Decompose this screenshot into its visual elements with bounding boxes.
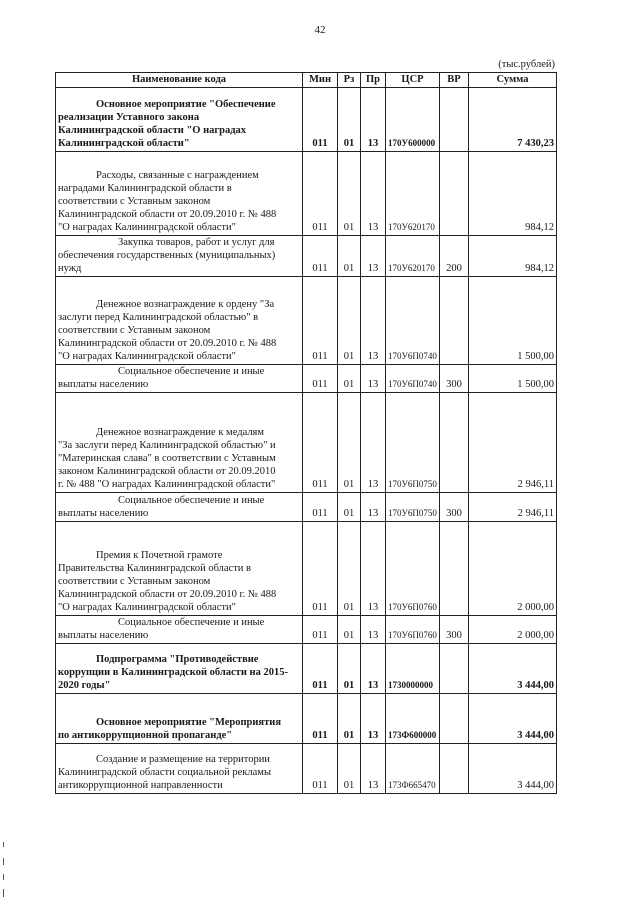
row-csr: 170У6П0750 bbox=[386, 493, 440, 522]
row-sum: 984,12 bbox=[469, 152, 557, 236]
table-row bbox=[56, 88, 557, 152]
scan-mark bbox=[3, 874, 4, 880]
page-number: 42 bbox=[314, 24, 326, 36]
row-vr bbox=[440, 694, 469, 744]
row-rz: 01 bbox=[338, 493, 361, 522]
row-name: Премия к Почетной грамоте Правительства Калининградской области в соответствии с Уставным законом Калининградской области от 20.09.2010 г. № 488 "О наградах Калининградской области" bbox=[56, 522, 303, 616]
row-min: 011 bbox=[303, 493, 338, 522]
row-rz: 01 bbox=[338, 277, 361, 365]
row-csr: 170У600000 bbox=[386, 88, 440, 152]
table-row bbox=[56, 522, 557, 616]
row-vr bbox=[440, 277, 469, 365]
row-pr: 13 bbox=[361, 365, 386, 393]
row-sum: 2 000,00 bbox=[469, 522, 557, 616]
row-pr: 13 bbox=[361, 744, 386, 794]
row-name: Основное мероприятие "Обеспечение реализации Уставного закона Калининградской области "О наградах Калининградской области" bbox=[56, 88, 303, 152]
row-min: 011 bbox=[303, 744, 338, 794]
row-vr: 200 bbox=[440, 236, 469, 277]
row-sum: 1 500,00 bbox=[469, 365, 557, 393]
row-name: Подпрограмма "Противодействие коррупции в Калининградской области на 2015- 2020 годы" bbox=[56, 644, 303, 694]
row-pr: 13 bbox=[361, 393, 386, 493]
row-vr: 300 bbox=[440, 616, 469, 644]
row-csr: 170У6П0760 bbox=[386, 522, 440, 616]
row-sum: 984,12 bbox=[469, 236, 557, 277]
row-vr bbox=[440, 522, 469, 616]
header-min: Мин bbox=[303, 73, 338, 88]
row-rz: 01 bbox=[338, 88, 361, 152]
row-vr bbox=[440, 744, 469, 794]
row-min: 011 bbox=[303, 277, 338, 365]
row-csr: 173Ф600000 bbox=[386, 694, 440, 744]
row-csr: 170У6П0750 bbox=[386, 393, 440, 493]
row-sum: 2 000,00 bbox=[469, 616, 557, 644]
row-name: Социальное обеспечение и иные выплаты населению bbox=[56, 365, 303, 393]
row-csr: 170У6П0740 bbox=[386, 277, 440, 365]
row-min: 011 bbox=[303, 152, 338, 236]
row-vr: 300 bbox=[440, 493, 469, 522]
table-row bbox=[56, 152, 557, 236]
row-csr: 1730000000 bbox=[386, 644, 440, 694]
row-name: Социальное обеспечение и иные выплаты населению bbox=[56, 493, 303, 522]
row-vr bbox=[440, 152, 469, 236]
scan-mark bbox=[3, 858, 4, 865]
row-pr: 13 bbox=[361, 644, 386, 694]
row-sum: 1 500,00 bbox=[469, 277, 557, 365]
row-sum: 2 946,11 bbox=[469, 493, 557, 522]
table-row bbox=[56, 393, 557, 493]
row-rz: 01 bbox=[338, 236, 361, 277]
row-name: Социальное обеспечение и иные выплаты населению bbox=[56, 616, 303, 644]
table-row bbox=[56, 694, 557, 744]
row-pr: 13 bbox=[361, 236, 386, 277]
row-rz: 01 bbox=[338, 522, 361, 616]
row-name: Закупка товаров, работ и услуг для обеспечения государственных (муниципальных) нужд bbox=[56, 236, 303, 277]
row-pr: 13 bbox=[361, 152, 386, 236]
row-name: Денежное вознаграждение к медалям "За заслуги перед Калининградской областью" и "Материнская слава" в соответствии с Уставным законом Калининградской области от 20.09.2010 г. № 488 "О наградах Калининградской области" bbox=[56, 393, 303, 493]
header-sum: Сумма bbox=[469, 73, 557, 88]
row-csr: 170У6П0760 bbox=[386, 616, 440, 644]
row-rz: 01 bbox=[338, 152, 361, 236]
header-csr: ЦСР bbox=[386, 73, 440, 88]
header-name: Наименование кода bbox=[56, 73, 303, 88]
row-vr bbox=[440, 88, 469, 152]
row-rz: 01 bbox=[338, 393, 361, 493]
row-vr: 300 bbox=[440, 365, 469, 393]
row-rz: 01 bbox=[338, 744, 361, 794]
row-name: Денежное вознаграждение к ордену "За заслуги перед Калининградской областью" в соответствии с Уставным законом Калининградской области от 20.09.2010 г. № 488 "О наградах Калининградской области" bbox=[56, 277, 303, 365]
table-row bbox=[56, 744, 557, 794]
row-sum: 3 444,00 bbox=[469, 694, 557, 744]
row-rz: 01 bbox=[338, 694, 361, 744]
row-min: 011 bbox=[303, 522, 338, 616]
row-rz: 01 bbox=[338, 616, 361, 644]
table-row bbox=[56, 644, 557, 694]
row-vr bbox=[440, 644, 469, 694]
table-row bbox=[56, 236, 557, 277]
row-min: 011 bbox=[303, 694, 338, 744]
row-pr: 13 bbox=[361, 493, 386, 522]
header-rz: Рз bbox=[338, 73, 361, 88]
row-rz: 01 bbox=[338, 644, 361, 694]
budget-table bbox=[55, 72, 557, 794]
row-min: 011 bbox=[303, 236, 338, 277]
row-pr: 13 bbox=[361, 88, 386, 152]
row-csr: 170У620170 bbox=[386, 152, 440, 236]
scan-mark bbox=[3, 889, 4, 897]
table-row bbox=[56, 616, 557, 644]
row-sum: 7 430,23 bbox=[469, 88, 557, 152]
units-label: (тыс.рублей) bbox=[498, 59, 555, 70]
row-pr: 13 bbox=[361, 616, 386, 644]
table-row bbox=[56, 365, 557, 393]
row-csr: 170У6П0740 bbox=[386, 365, 440, 393]
row-sum: 3 444,00 bbox=[469, 644, 557, 694]
scan-mark bbox=[3, 842, 4, 847]
row-name: Создание и размещение на территории Калининградской области социальной рекламы антикоррупционной направленности bbox=[56, 744, 303, 794]
row-csr: 170У620170 bbox=[386, 236, 440, 277]
row-min: 011 bbox=[303, 644, 338, 694]
row-pr: 13 bbox=[361, 522, 386, 616]
row-min: 011 bbox=[303, 365, 338, 393]
row-min: 011 bbox=[303, 616, 338, 644]
row-name: Основное мероприятие "Мероприятия по антикоррупционной пропаганде" bbox=[56, 694, 303, 744]
row-sum: 2 946,11 bbox=[469, 393, 557, 493]
row-rz: 01 bbox=[338, 365, 361, 393]
row-pr: 13 bbox=[361, 694, 386, 744]
table-row bbox=[56, 493, 557, 522]
table-row bbox=[56, 277, 557, 365]
table-header-row bbox=[56, 73, 557, 88]
row-sum: 3 444,00 bbox=[469, 744, 557, 794]
row-name: Расходы, связанные с награждением наградами Калининградской области в соответствии с Уставным законом Калининградской области от 20.09.2010 г. № 488 "О наградах Калининградской области" bbox=[56, 152, 303, 236]
row-csr: 173Ф665470 bbox=[386, 744, 440, 794]
row-min: 011 bbox=[303, 88, 338, 152]
row-min: 011 bbox=[303, 393, 338, 493]
row-vr bbox=[440, 393, 469, 493]
row-pr: 13 bbox=[361, 277, 386, 365]
header-pr: Пр bbox=[361, 73, 386, 88]
header-vr: ВР bbox=[440, 73, 469, 88]
